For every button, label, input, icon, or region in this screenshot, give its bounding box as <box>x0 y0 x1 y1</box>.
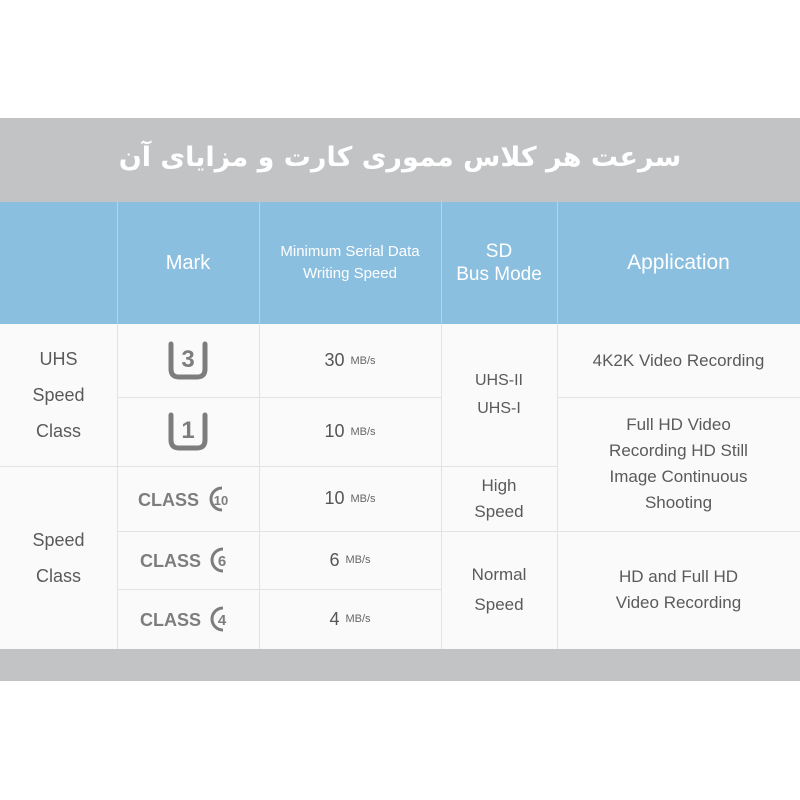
speed-row-1 <box>259 324 441 397</box>
header-divider <box>117 202 118 324</box>
title-banner <box>0 118 800 202</box>
header-bus-mode-line1: SD <box>485 241 513 262</box>
speed-unit: MB/s <box>350 354 376 367</box>
mark-uhs-3 <box>117 324 259 397</box>
row-divider <box>117 531 800 532</box>
class-10-word: CLASS <box>138 489 200 510</box>
speed-unit: MB/s <box>345 613 371 625</box>
group-uhs-line3: Class <box>35 421 81 441</box>
speed-unit: MB/s <box>345 554 371 566</box>
row-divider <box>0 466 557 467</box>
mark-class-10 <box>117 466 259 531</box>
mark-class-6 <box>117 531 259 589</box>
application-4k2k: 4K2K Video Recording <box>592 350 765 370</box>
header-bus-mode-line2: Bus Mode <box>456 264 542 285</box>
application-hd-line1: HD and Full HD <box>618 567 739 586</box>
class-6-icon <box>140 545 236 575</box>
speed-class-table <box>0 202 800 649</box>
bus-mode-uhs-line2: UHS-I <box>477 400 521 417</box>
speed-value: 4 <box>329 608 340 629</box>
class-10-icon <box>138 484 238 514</box>
row-divider <box>557 397 800 398</box>
application-full-hd-line2: Recording HD Still <box>609 441 748 460</box>
uhs-3-icon <box>166 341 210 381</box>
class-10-number: 10 <box>213 492 229 508</box>
mark-class-4 <box>117 589 259 649</box>
uhs-1-icon <box>166 412 210 452</box>
speed-unit: MB/s <box>350 492 376 505</box>
application-full-hd-line4: Shooting <box>644 493 713 512</box>
class-6-word: CLASS <box>140 551 202 571</box>
bus-mode-normal-line2: Speed <box>474 595 524 614</box>
bus-mode-high-speed <box>441 466 557 531</box>
speed-unit: MB/s <box>350 425 376 438</box>
header-mark: Mark <box>165 251 211 274</box>
group-uhs-speed-class <box>0 324 117 466</box>
application-full-hd-line3: Image Continuous <box>609 467 748 486</box>
header-bus-mode <box>441 202 557 324</box>
bus-mode-uhs-line1: UHS-II <box>475 372 523 389</box>
application-full-hd-line1: Full HD Video <box>626 415 731 434</box>
class-4-icon <box>140 604 236 634</box>
group-uhs-line1: UHS <box>39 349 78 369</box>
header-min-speed <box>259 202 441 324</box>
column-divider <box>441 324 442 649</box>
application-hd-line2: Video Recording <box>615 593 742 612</box>
uhs-1-text: 1 <box>181 416 195 444</box>
bus-mode-normal-line1: Normal <box>471 565 527 584</box>
header-divider <box>441 202 442 324</box>
group-speed-line2: Class <box>35 565 81 586</box>
bus-mode-high-line1: High <box>481 475 517 495</box>
speed-value: 10 <box>324 488 345 508</box>
uhs-3-text: 3 <box>181 345 195 373</box>
application-full-hd <box>557 397 800 531</box>
bus-mode-high-line2: Speed <box>474 501 524 521</box>
column-divider <box>259 324 260 649</box>
row-divider <box>117 589 441 590</box>
speed-value: 6 <box>329 549 340 570</box>
class-6-number: 6 <box>217 553 227 570</box>
group-speed-line1: Speed <box>32 529 85 550</box>
footer-bar <box>0 649 800 681</box>
speed-value: 30 <box>324 350 345 370</box>
column-divider <box>557 324 558 649</box>
speed-row-5 <box>259 589 441 649</box>
speed-row-2 <box>259 397 441 466</box>
header-min-speed-line1: Minimum Serial Data <box>280 243 420 260</box>
class-4-number: 4 <box>217 612 227 629</box>
group-speed-class <box>0 466 117 649</box>
table-header <box>0 202 800 324</box>
column-divider <box>117 324 118 649</box>
mark-uhs-1 <box>117 397 259 466</box>
bus-mode-normal-speed <box>441 531 557 649</box>
header-divider <box>259 202 260 324</box>
header-divider <box>557 202 558 324</box>
row-divider <box>117 397 441 398</box>
speed-row-4 <box>259 531 441 589</box>
header-application: Application <box>627 251 730 274</box>
header-min-speed-line2: Writing Speed <box>303 265 397 282</box>
bus-mode-uhs <box>441 324 557 466</box>
group-uhs-line2: Speed <box>32 385 85 405</box>
speed-value: 10 <box>324 421 345 441</box>
application-hd <box>557 531 800 649</box>
class-4-word: CLASS <box>140 610 202 630</box>
banner-title: سرعت هر کلاس مموری کارت و مزایای آن <box>118 141 682 173</box>
speed-row-3 <box>259 466 441 531</box>
